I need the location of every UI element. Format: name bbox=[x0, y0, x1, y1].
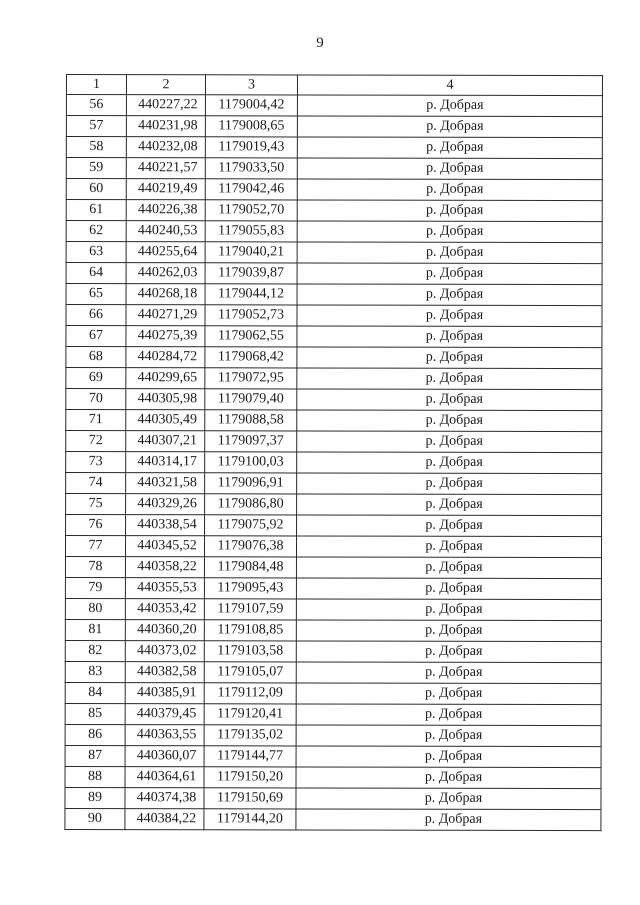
x-coordinate-cell: 440305,98 bbox=[126, 389, 205, 410]
point-number-cell: 72 bbox=[66, 431, 126, 452]
x-coordinate-cell: 440226,38 bbox=[126, 200, 205, 221]
description-cell: р. Добрая bbox=[297, 305, 602, 327]
point-number-cell: 61 bbox=[66, 200, 126, 221]
point-number-cell: 87 bbox=[65, 745, 125, 766]
y-coordinate-cell: 1179144,77 bbox=[204, 746, 296, 767]
y-coordinate-cell: 1179079,40 bbox=[205, 389, 297, 410]
y-coordinate-cell: 1179144,20 bbox=[204, 809, 296, 830]
table-row bbox=[66, 431, 602, 453]
description-cell: р. Добрая bbox=[297, 116, 602, 138]
table-row bbox=[66, 368, 602, 390]
x-coordinate-cell: 440355,53 bbox=[125, 578, 204, 599]
table-body bbox=[65, 95, 603, 831]
y-coordinate-cell: 1179004,42 bbox=[205, 95, 297, 116]
x-coordinate-cell: 440353,42 bbox=[125, 599, 204, 620]
point-number-cell: 59 bbox=[66, 158, 126, 179]
y-coordinate-cell: 1179096,91 bbox=[205, 473, 297, 494]
x-coordinate-cell: 440321,58 bbox=[126, 473, 205, 494]
table-row bbox=[65, 682, 601, 704]
point-number-cell: 71 bbox=[66, 410, 126, 431]
header-col-4: 4 bbox=[297, 75, 602, 96]
table-row bbox=[65, 703, 601, 725]
point-number-cell: 86 bbox=[65, 724, 125, 745]
point-number-cell: 66 bbox=[66, 305, 126, 326]
x-coordinate-cell: 440262,03 bbox=[126, 263, 205, 284]
coordinates-table bbox=[64, 74, 603, 831]
y-coordinate-cell: 1179108,85 bbox=[204, 620, 296, 641]
x-coordinate-cell: 440358,22 bbox=[125, 557, 204, 578]
description-cell: р. Добрая bbox=[296, 599, 601, 621]
y-coordinate-cell: 1179075,92 bbox=[205, 515, 297, 536]
header-row bbox=[66, 75, 602, 96]
point-number-cell: 81 bbox=[65, 619, 125, 640]
description-cell: р. Добрая bbox=[297, 494, 602, 516]
point-number-cell: 76 bbox=[66, 515, 126, 536]
description-cell: р. Добрая bbox=[297, 200, 602, 222]
table-row bbox=[66, 242, 602, 264]
y-coordinate-cell: 1179039,87 bbox=[205, 263, 297, 284]
x-coordinate-cell: 440299,65 bbox=[126, 368, 205, 389]
y-coordinate-cell: 1179107,59 bbox=[204, 599, 296, 620]
x-coordinate-cell: 440255,64 bbox=[126, 242, 205, 263]
x-coordinate-cell: 440385,91 bbox=[125, 683, 204, 704]
x-coordinate-cell: 440284,72 bbox=[126, 347, 205, 368]
y-coordinate-cell: 1179033,50 bbox=[205, 158, 297, 179]
description-cell: р. Добрая bbox=[296, 809, 601, 831]
x-coordinate-cell: 440275,39 bbox=[126, 326, 205, 347]
table-row bbox=[66, 158, 602, 180]
x-coordinate-cell: 440314,17 bbox=[126, 452, 205, 473]
description-cell: р. Добрая bbox=[297, 95, 602, 117]
point-number-cell: 62 bbox=[66, 221, 126, 242]
y-coordinate-cell: 1179112,09 bbox=[204, 683, 296, 704]
table-row bbox=[66, 200, 602, 222]
point-number-cell: 80 bbox=[65, 598, 125, 619]
table-row bbox=[65, 557, 601, 579]
table-row bbox=[65, 536, 601, 558]
description-cell: р. Добрая bbox=[297, 368, 602, 390]
description-cell: р. Добрая bbox=[297, 431, 602, 453]
point-number-cell: 57 bbox=[66, 116, 126, 137]
x-coordinate-cell: 440382,58 bbox=[125, 662, 204, 683]
point-number-cell: 69 bbox=[66, 368, 126, 389]
x-coordinate-cell: 440219,49 bbox=[126, 179, 205, 200]
table-row bbox=[66, 473, 602, 495]
description-cell: р. Добрая bbox=[297, 347, 602, 369]
description-cell: р. Добрая bbox=[297, 263, 602, 285]
description-cell: р. Добрая bbox=[297, 473, 602, 495]
y-coordinate-cell: 1179103,58 bbox=[204, 641, 296, 662]
point-number-cell: 60 bbox=[66, 179, 126, 200]
table-row bbox=[66, 410, 602, 432]
description-cell: р. Добрая bbox=[296, 746, 601, 768]
point-number-cell: 58 bbox=[66, 137, 126, 158]
table-row bbox=[66, 137, 602, 159]
point-number-cell: 75 bbox=[66, 494, 126, 515]
table-row bbox=[66, 515, 602, 537]
y-coordinate-cell: 1179040,21 bbox=[205, 242, 297, 263]
y-coordinate-cell: 1179100,03 bbox=[205, 452, 297, 473]
table-row bbox=[65, 766, 601, 788]
description-cell: р. Добрая bbox=[296, 704, 601, 726]
table-row bbox=[66, 179, 602, 201]
point-number-cell: 77 bbox=[65, 536, 125, 557]
y-coordinate-cell: 1179052,73 bbox=[205, 305, 297, 326]
y-coordinate-cell: 1179052,70 bbox=[205, 200, 297, 221]
table-header bbox=[66, 75, 602, 96]
description-cell: р. Добрая bbox=[297, 284, 602, 306]
table-row bbox=[65, 808, 601, 830]
x-coordinate-cell: 440345,52 bbox=[125, 536, 204, 557]
point-number-cell: 85 bbox=[65, 703, 125, 724]
y-coordinate-cell: 1179086,80 bbox=[205, 494, 297, 515]
y-coordinate-cell: 1179068,42 bbox=[205, 347, 297, 368]
x-coordinate-cell: 440240,53 bbox=[126, 221, 205, 242]
table-row bbox=[65, 640, 601, 662]
y-coordinate-cell: 1179076,38 bbox=[204, 536, 296, 557]
point-number-cell: 88 bbox=[65, 766, 125, 787]
y-coordinate-cell: 1179120,41 bbox=[204, 704, 296, 725]
x-coordinate-cell: 440363,55 bbox=[125, 725, 204, 746]
description-cell: р. Добрая bbox=[297, 452, 602, 474]
description-cell: р. Добрая bbox=[296, 767, 601, 789]
point-number-cell: 74 bbox=[66, 473, 126, 494]
description-cell: р. Добрая bbox=[296, 662, 601, 684]
x-coordinate-cell: 440373,02 bbox=[125, 641, 204, 662]
table-row bbox=[66, 494, 602, 516]
table-row bbox=[65, 577, 601, 599]
point-number-cell: 73 bbox=[66, 452, 126, 473]
table-row bbox=[66, 116, 602, 138]
table-row bbox=[65, 661, 601, 683]
table-row bbox=[66, 95, 602, 117]
y-coordinate-cell: 1179135,02 bbox=[204, 725, 296, 746]
table-row bbox=[65, 619, 601, 641]
y-coordinate-cell: 1179055,83 bbox=[205, 221, 297, 242]
y-coordinate-cell: 1179062,55 bbox=[205, 326, 297, 347]
x-coordinate-cell: 440305,49 bbox=[126, 410, 205, 431]
description-cell: р. Добрая bbox=[297, 389, 602, 411]
x-coordinate-cell: 440374,38 bbox=[125, 788, 204, 809]
point-number-cell: 67 bbox=[66, 326, 126, 347]
x-coordinate-cell: 440360,07 bbox=[125, 746, 204, 767]
table-row bbox=[65, 724, 601, 746]
x-coordinate-cell: 440360,20 bbox=[125, 620, 204, 641]
x-coordinate-cell: 440364,61 bbox=[125, 767, 204, 788]
description-cell: р. Добрая bbox=[297, 179, 602, 201]
description-cell: р. Добрая bbox=[296, 725, 601, 747]
x-coordinate-cell: 440268,18 bbox=[126, 284, 205, 305]
y-coordinate-cell: 1179072,95 bbox=[205, 368, 297, 389]
description-cell: р. Добрая bbox=[297, 410, 602, 432]
table-row bbox=[66, 263, 602, 285]
point-number-cell: 70 bbox=[66, 389, 126, 410]
point-number-cell: 90 bbox=[65, 808, 125, 829]
description-cell: р. Добрая bbox=[296, 641, 601, 663]
y-coordinate-cell: 1179019,43 bbox=[205, 137, 297, 158]
description-cell: р. Добрая bbox=[296, 788, 601, 810]
point-number-cell: 64 bbox=[66, 263, 126, 284]
header-col-1: 1 bbox=[66, 75, 126, 95]
header-col-3: 3 bbox=[205, 75, 297, 95]
point-number-cell: 65 bbox=[66, 284, 126, 305]
description-cell: р. Добрая bbox=[296, 620, 601, 642]
description-cell: р. Добрая bbox=[297, 158, 602, 180]
point-number-cell: 78 bbox=[65, 557, 125, 578]
y-coordinate-cell: 1179008,65 bbox=[205, 116, 297, 137]
x-coordinate-cell: 440231,98 bbox=[126, 116, 205, 137]
table-row bbox=[65, 787, 601, 809]
description-cell: р. Добрая bbox=[297, 242, 602, 264]
x-coordinate-cell: 440329,26 bbox=[126, 494, 205, 515]
description-cell: р. Добрая bbox=[297, 515, 602, 537]
x-coordinate-cell: 440384,22 bbox=[125, 809, 204, 830]
x-coordinate-cell: 440227,22 bbox=[126, 95, 205, 116]
x-coordinate-cell: 440221,57 bbox=[126, 158, 205, 179]
x-coordinate-cell: 440307,21 bbox=[126, 431, 205, 452]
y-coordinate-cell: 1179097,37 bbox=[205, 431, 297, 452]
point-number-cell: 84 bbox=[65, 682, 125, 703]
y-coordinate-cell: 1179084,48 bbox=[204, 557, 296, 578]
x-coordinate-cell: 440232,08 bbox=[126, 137, 205, 158]
y-coordinate-cell: 1179042,46 bbox=[205, 179, 297, 200]
table-row bbox=[65, 598, 601, 620]
table-row bbox=[66, 389, 602, 411]
point-number-cell: 63 bbox=[66, 242, 126, 263]
description-cell: р. Добрая bbox=[296, 536, 601, 558]
description-cell: р. Добрая bbox=[296, 578, 601, 600]
table-row bbox=[66, 284, 602, 306]
table-row bbox=[66, 326, 602, 348]
page-number: 9 bbox=[316, 35, 324, 51]
x-coordinate-cell: 440379,45 bbox=[125, 704, 204, 725]
coordinates-table-container bbox=[64, 74, 602, 831]
description-cell: р. Добрая bbox=[296, 683, 601, 705]
description-cell: р. Добрая bbox=[297, 326, 602, 348]
y-coordinate-cell: 1179044,12 bbox=[205, 284, 297, 305]
description-cell: р. Добрая bbox=[297, 137, 602, 159]
y-coordinate-cell: 1179088,58 bbox=[205, 410, 297, 431]
y-coordinate-cell: 1179105,07 bbox=[204, 662, 296, 683]
table-row bbox=[66, 452, 602, 474]
description-cell: р. Добрая bbox=[297, 221, 602, 243]
table-row bbox=[66, 347, 602, 369]
table-row bbox=[66, 305, 602, 327]
x-coordinate-cell: 440271,29 bbox=[126, 305, 205, 326]
y-coordinate-cell: 1179095,43 bbox=[204, 578, 296, 599]
point-number-cell: 68 bbox=[66, 347, 126, 368]
point-number-cell: 83 bbox=[65, 661, 125, 682]
point-number-cell: 89 bbox=[65, 787, 125, 808]
point-number-cell: 56 bbox=[66, 95, 126, 116]
y-coordinate-cell: 1179150,20 bbox=[204, 767, 296, 788]
table-row bbox=[66, 221, 602, 243]
x-coordinate-cell: 440338,54 bbox=[126, 515, 205, 536]
point-number-cell: 82 bbox=[65, 640, 125, 661]
table-row bbox=[65, 745, 601, 767]
header-col-2: 2 bbox=[126, 75, 205, 95]
description-cell: р. Добрая bbox=[296, 557, 601, 579]
y-coordinate-cell: 1179150,69 bbox=[204, 788, 296, 809]
point-number-cell: 79 bbox=[65, 577, 125, 598]
